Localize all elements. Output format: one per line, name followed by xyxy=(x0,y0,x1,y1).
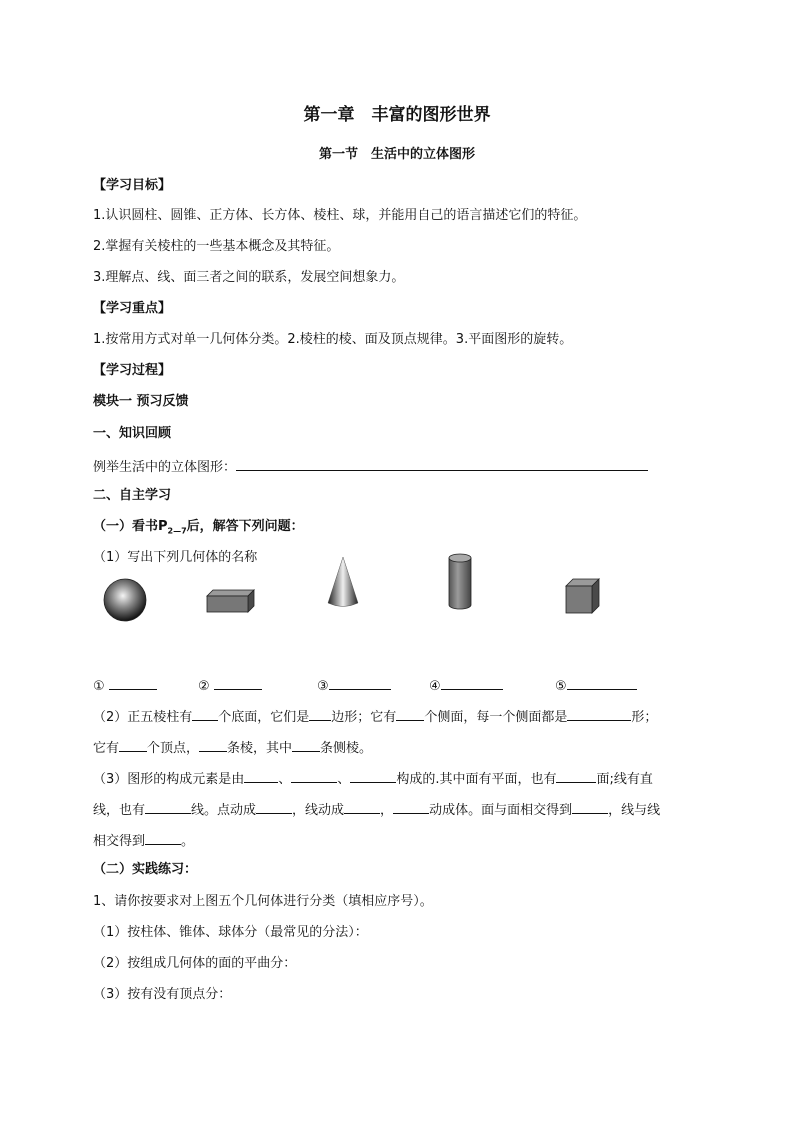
q2-text-7: 个顶点， xyxy=(147,741,200,756)
self-study-heading: 二、自主学习 xyxy=(93,488,172,503)
q3-text-a1: （3）图形的构成元素是由 xyxy=(93,772,245,787)
section-title: 第一节 生活中的立体图形 xyxy=(318,147,475,162)
practice-heading: （二）实践练习： xyxy=(93,862,198,877)
q3-blank-9[interactable] xyxy=(572,799,608,814)
q2-text-2: 个底面，它们是 xyxy=(218,710,310,725)
review-prompt-line xyxy=(93,456,648,477)
q3-text-a4: 构成的.其中面有平面，也有 xyxy=(396,772,557,787)
q2-text-3: 边形；它有 xyxy=(331,710,397,725)
answer-label-3: ③ xyxy=(317,679,329,694)
answer-2 xyxy=(198,675,262,696)
q3-blank-5[interactable] xyxy=(145,799,191,814)
q2-text-4: 个侧面，每一个侧面都是 xyxy=(424,710,568,725)
q2-text-5: 形； xyxy=(631,710,658,725)
cuboid-figure xyxy=(205,588,257,614)
answer-5 xyxy=(555,675,637,696)
q3-blank-8[interactable] xyxy=(393,799,429,814)
objective-item-1: 1.认识圆柱、圆锥、正方体、长方体、棱柱、球，并能用自己的语言描述它们的特征。 xyxy=(93,208,587,223)
objectives-heading: 【学习目标】 xyxy=(93,178,172,193)
q2-blank-base-count[interactable] xyxy=(192,706,218,721)
q3-text-b1: 线，也有 xyxy=(93,803,146,818)
q3-text-b3: ，线动成 xyxy=(292,803,345,818)
review-prompt: 例举生活中的立体图形： xyxy=(93,460,237,475)
knowledge-review-heading: 一、知识回顾 xyxy=(93,426,172,441)
q3-text-c1: 相交得到 xyxy=(93,834,146,849)
process-heading: 【学习过程】 xyxy=(93,363,172,378)
answer-blank-3[interactable] xyxy=(329,675,391,690)
answer-blank-4[interactable] xyxy=(441,675,503,690)
answer-blank-5[interactable] xyxy=(567,675,637,690)
answer-blank-2[interactable] xyxy=(214,675,262,690)
q3-blank-4[interactable] xyxy=(556,768,596,783)
key-points-text: 1.按常用方式对单一几何体分类。2.棱柱的棱、面及顶点规律。3.平面图形的旋转。 xyxy=(93,332,573,347)
q3-blank-10[interactable] xyxy=(145,830,181,845)
sphere-figure xyxy=(102,577,148,623)
q2-blank-polygon[interactable] xyxy=(309,706,331,721)
key-points-heading: 【学习重点】 xyxy=(93,301,172,316)
question-2-line-1 xyxy=(93,706,657,727)
question-3-line-3 xyxy=(93,830,194,851)
q3-text-b6: ，线与线 xyxy=(608,803,661,818)
q3-blank-3[interactable] xyxy=(350,768,396,783)
practice-intro: 1、请你按要求对上图五个几何体进行分类（填相应序号）。 xyxy=(93,894,433,909)
read-book-instruction xyxy=(93,518,304,541)
cube-figure xyxy=(563,576,603,616)
q2-blank-edges[interactable] xyxy=(199,737,227,752)
answer-label-2: ② xyxy=(198,679,210,694)
q2-blank-lateral-count[interactable] xyxy=(396,706,424,721)
q3-text-b4: ， xyxy=(380,803,394,818)
chapter-title: 第一章 丰富的图形世界 xyxy=(303,105,491,125)
module-one-title: 模块一 预习反馈 xyxy=(93,394,189,409)
objective-item-3: 3.理解点、线、面三者之间的联系，发展空间想象力。 xyxy=(93,270,405,285)
answer-label-4: ④ xyxy=(429,679,441,694)
q2-text-1: （2）正五棱柱有 xyxy=(93,710,193,725)
read-book-pages: 2—7 xyxy=(167,526,187,536)
q3-blank-2[interactable] xyxy=(291,768,337,783)
q2-text-8: 条棱，其中 xyxy=(227,741,293,756)
q3-text-c2: 。 xyxy=(181,834,195,849)
question-1-text: （1）写出下列几何体的名称 xyxy=(93,550,258,565)
question-3-line-1 xyxy=(93,768,653,789)
objective-item-2: 2.掌握有关棱柱的一些基本概念及其特征。 xyxy=(93,239,340,254)
q2-text-9: 条侧棱。 xyxy=(320,741,373,756)
practice-item-1: （1）按柱体、锥体、球体分（最常见的分法）： xyxy=(93,925,368,940)
q3-blank-6[interactable] xyxy=(256,799,292,814)
answer-1 xyxy=(93,675,157,696)
question-2-line-2 xyxy=(93,737,372,758)
read-book-post: 后，解答下列问题： xyxy=(186,519,304,534)
practice-item-2: （2）按组成几何体的面的平曲分： xyxy=(93,956,297,971)
answer-3 xyxy=(317,675,391,696)
q3-text-a2: 、 xyxy=(278,772,292,787)
q3-text-b5: 动成体。面与面相交得到 xyxy=(429,803,573,818)
answer-4 xyxy=(429,675,503,696)
q2-blank-lateral-edges[interactable] xyxy=(292,737,320,752)
practice-item-3: （3）按有没有顶点分： xyxy=(93,987,232,1002)
review-answer-blank[interactable] xyxy=(236,456,648,471)
q2-blank-vertices[interactable] xyxy=(119,737,147,752)
answer-label-5: ⑤ xyxy=(555,679,567,694)
q3-blank-7[interactable] xyxy=(344,799,380,814)
q2-blank-lateral-shape[interactable] xyxy=(567,706,631,721)
answer-blank-1[interactable] xyxy=(109,675,157,690)
answer-label-1: ① xyxy=(93,679,105,694)
cylinder-figure xyxy=(446,552,474,612)
q3-text-b2: 线。点动成 xyxy=(191,803,257,818)
read-book-pre: （一）看书P xyxy=(93,519,168,534)
q3-text-a5: 面;线有直 xyxy=(596,772,653,787)
q3-blank-1[interactable] xyxy=(244,768,278,783)
cone-figure xyxy=(325,555,361,611)
q3-text-a3: 、 xyxy=(337,772,351,787)
q2-text-6: 它有 xyxy=(93,741,120,756)
question-3-line-2 xyxy=(93,799,660,820)
